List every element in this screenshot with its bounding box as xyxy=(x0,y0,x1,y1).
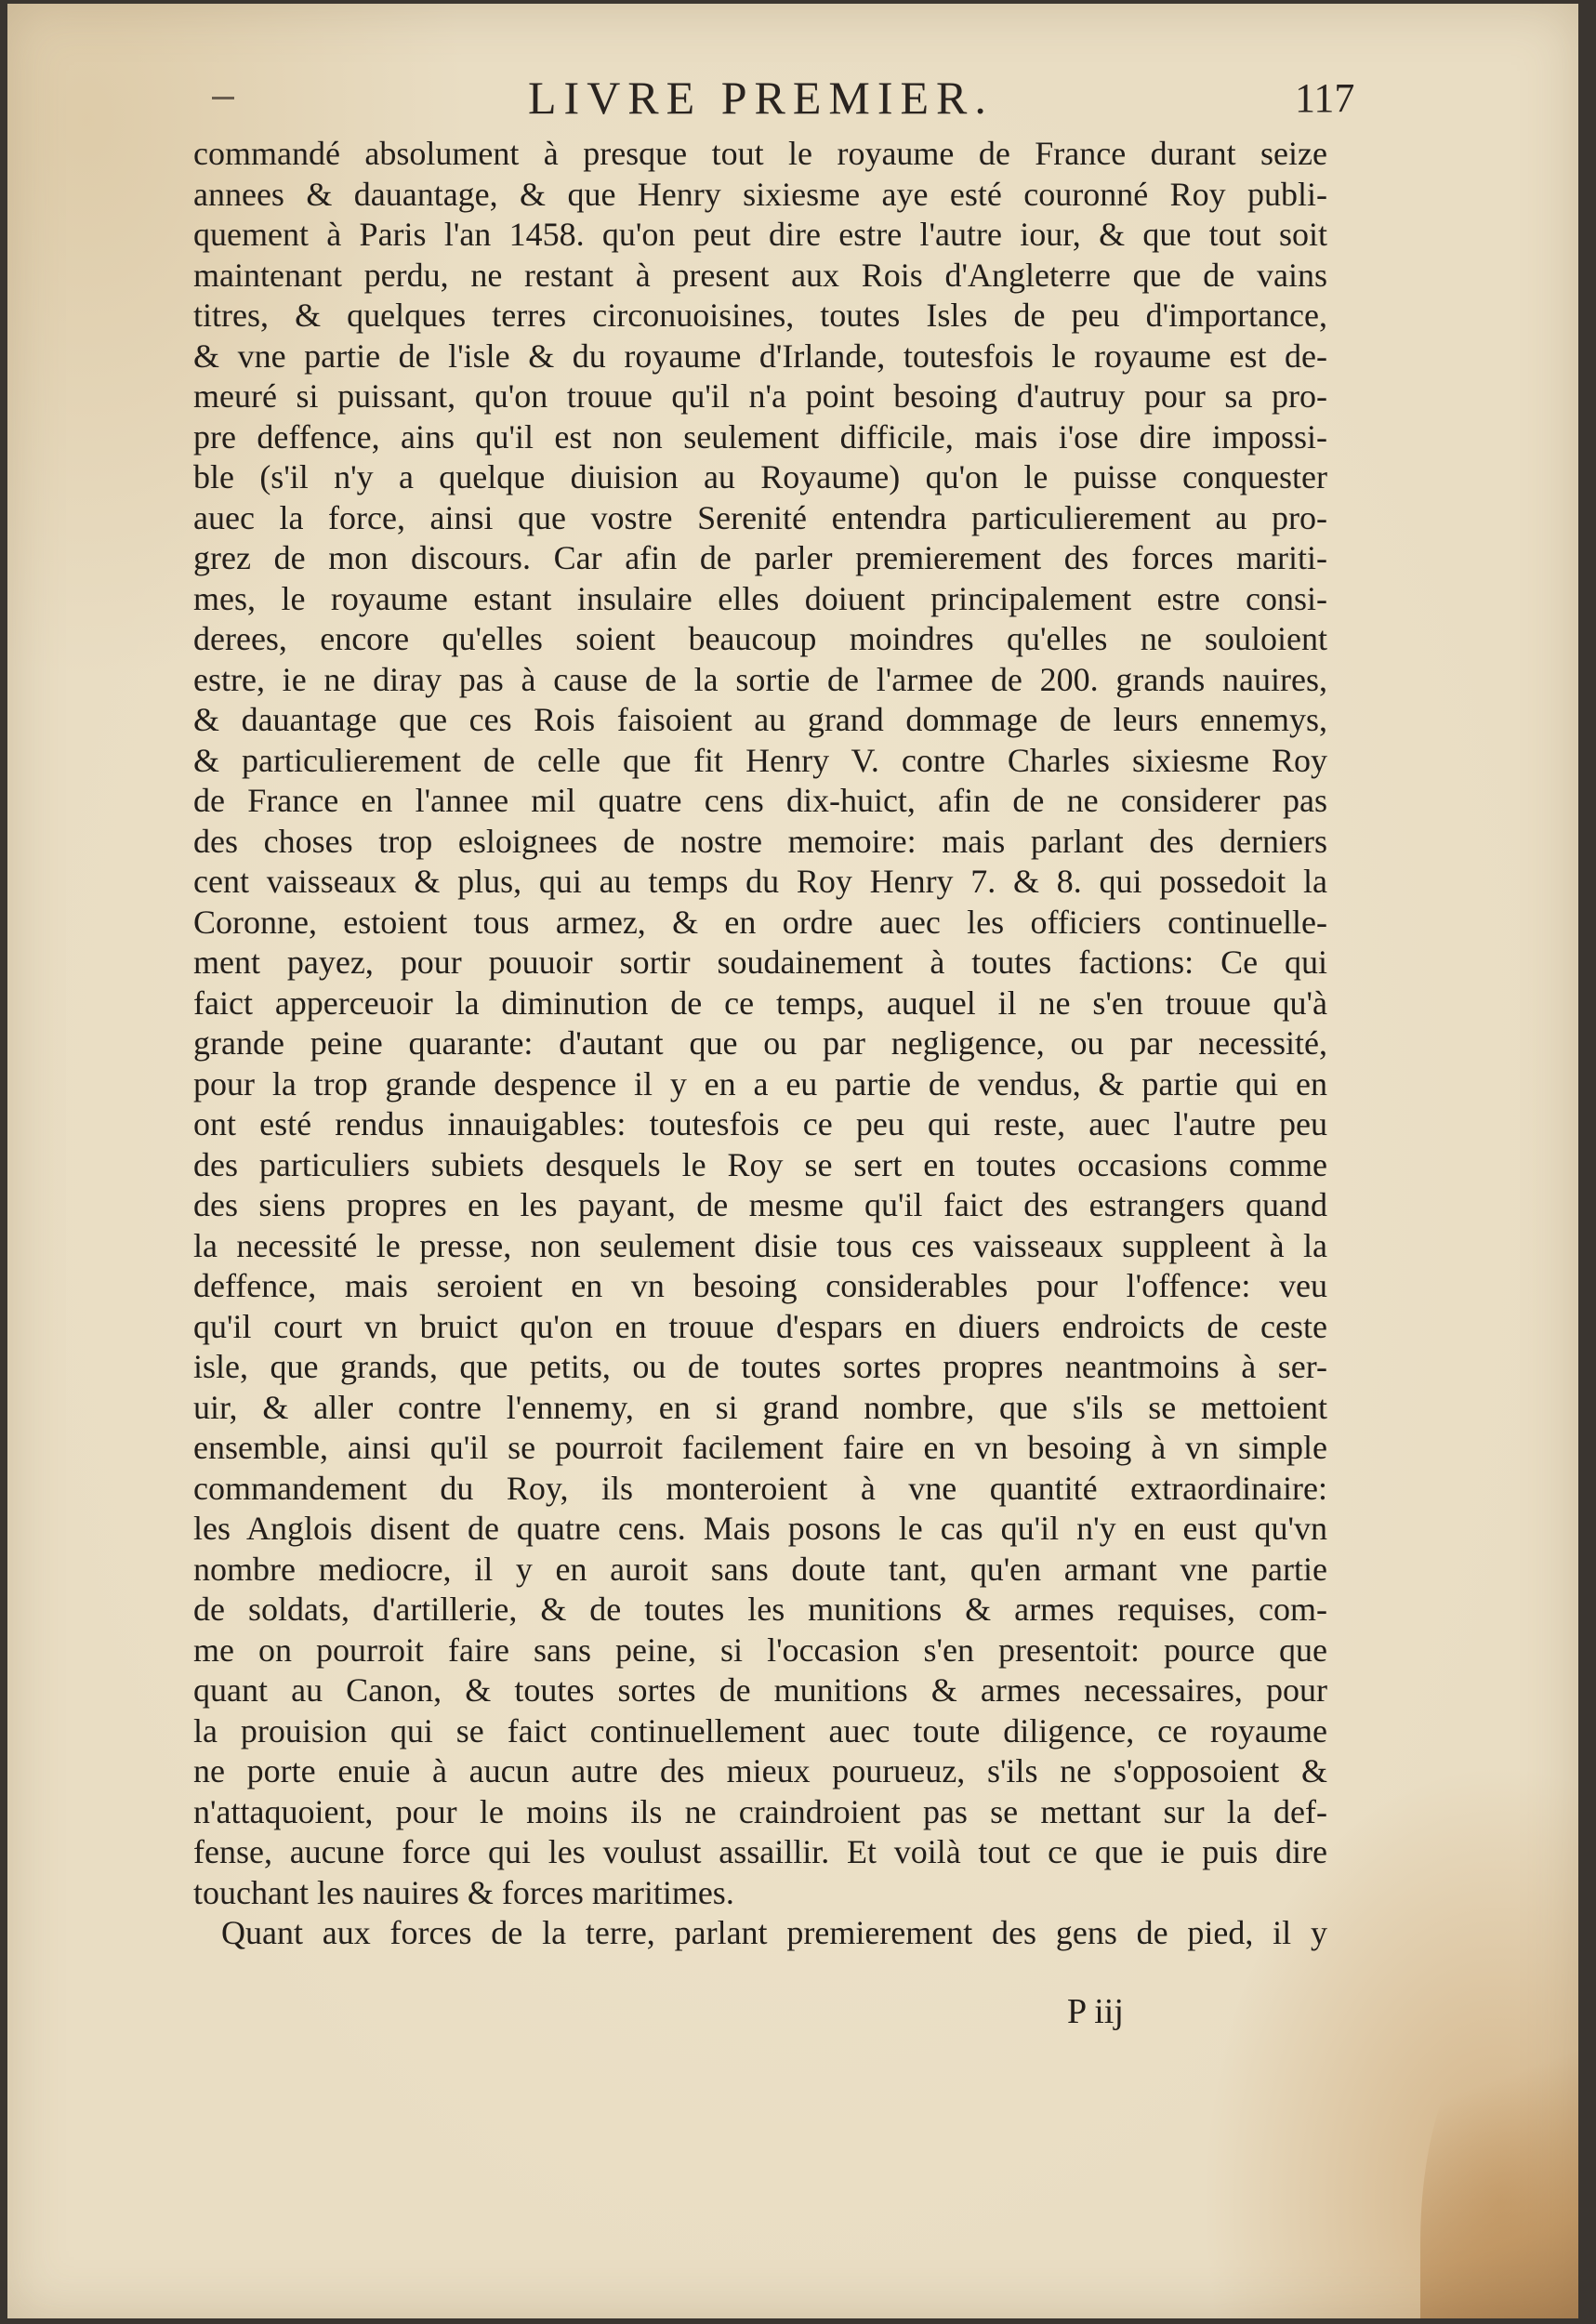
text-line: pre deffence, ains qu'il est non seulement difficile, mais i'ose dire impossi- xyxy=(193,417,1327,456)
text-line: estre, ie ne diray pas à cause de la sortie de l'armee de 200. grands nauires, xyxy=(193,660,1327,698)
text-line: la necessité le presse, non seulement disie tous ces vaisseaux suppleent à la xyxy=(193,1226,1327,1264)
text-line: des siens propres en les payant, de mesme qu'il faict des estrangers quand xyxy=(193,1186,1327,1223)
text-line: uir, & aller contre l'ennemy, en si grand nombre, que s'ils se mettoient xyxy=(193,1388,1327,1426)
text-line: derees, encore qu'elles soient beaucoup moindres qu'elles ne souloient xyxy=(193,620,1327,657)
text-line: maintenant perdu, ne restant à present aux Rois d'Angleterre que de vains xyxy=(193,256,1327,294)
text-line: qu'il court vn bruict qu'on en trouue d'espars en diuers endroicts de ceste xyxy=(193,1307,1327,1345)
text-line: commandé absolument à presque tout le royaume de France durant seize xyxy=(193,135,1327,172)
page-header xyxy=(7,71,1578,136)
running-head: LIVRE PREMIER. xyxy=(528,72,994,124)
text-line: annees & dauantage, & que Henry sixiesme aye esté couronné Roy publi- xyxy=(193,175,1327,213)
text-line: ne porte enuie à aucun autre des mieux pourueuz, s'ils ne s'opposoient & xyxy=(193,1752,1327,1789)
text-line: & particulierement de celle que fit Henry V. contre Charles sixiesme Roy xyxy=(193,741,1327,779)
text-line: ont esté rendus innauigables: toutesfois ce peu qui reste, auec l'autre peu xyxy=(193,1105,1327,1142)
text-line: grez de mon discours. Car afin de parler premierement des forces mariti- xyxy=(193,539,1327,576)
text-line: titres, & quelques terres circonuoisines, toutes Isles de peu d'importance, xyxy=(193,297,1327,334)
text-line: ment payez, pour pouuoir sortir soudainement à toutes factions: Ce qui xyxy=(193,944,1327,981)
text-line: & dauantage que ces Rois faisoient au grand dommage de leurs ennemys, xyxy=(193,701,1327,738)
text-line: deffence, mais seroient en vn besoing considerables pour l'offence: veu xyxy=(193,1267,1327,1304)
text-line: fense, aucune force qui les voulust assaillir. Et voilà tout ce que ie puis dire xyxy=(193,1833,1327,1870)
text-line: faict apperceuoir la diminution de ce temps, auquel il ne s'en trouue qu'à xyxy=(193,984,1327,1022)
text-line: de France en l'annee mil quatre cens dix-huict, afin de ne considerer pas xyxy=(193,782,1327,819)
page-number: 117 xyxy=(1295,75,1355,121)
header-ornament xyxy=(212,97,234,99)
text-line: quant au Canon, & toutes sortes de munitions & armes necessaires, pour xyxy=(193,1671,1327,1709)
text-line: me on pourroit faire sans peine, si l'occasion s'en presentoit: pource que xyxy=(193,1631,1327,1669)
text-line: cent vaisseaux & plus, qui au temps du Roy Henry 7. & 8. qui possedoit la xyxy=(193,863,1327,900)
text-line: touchant les nauires & forces maritimes. xyxy=(193,1873,734,1911)
text-line: la prouision qui se faict continuellement auec toute diligence, ce royaume xyxy=(193,1711,1327,1750)
body-text xyxy=(193,134,1327,1954)
text-line: isle, que grands, que petits, ou de toutes sortes propres neantmoins à ser- xyxy=(193,1348,1327,1385)
text-line: n'attaquoient, pour le moins ils ne craindroient pas se mettant sur la def- xyxy=(193,1792,1327,1830)
text-line: quement à Paris l'an 1458. qu'on peut dire estre l'autre iour, & que tout soit xyxy=(193,216,1327,253)
text-line: les Anglois disent de quatre cens. Mais posons le cas qu'il n'y en eust qu'vn xyxy=(193,1510,1327,1547)
text-line: des choses trop esloignees de nostre memoire: mais parlant des derniers xyxy=(193,822,1327,860)
text-line: ble (s'il n'y a quelque diuision au Royaume) qu'on le puisse conquester xyxy=(193,458,1327,495)
text-line: & vne partie de l'isle & du royaume d'Irlande, toutesfois le royaume est de- xyxy=(193,337,1327,375)
signature-mark: P iij xyxy=(1067,1992,1124,2031)
text-line: meuré si puissant, qu'on trouue qu'il n'a point besoing d'autruy pour sa pro- xyxy=(193,377,1327,415)
text-line: pour la trop grande despence il y en a eu partie de vendus, & partie qui en xyxy=(193,1064,1327,1103)
text-line: auec la force, ainsi que vostre Serenité entendra particulierement au pro- xyxy=(193,498,1327,536)
text-line: ensemble, ainsi qu'il se pourroit facilement faire en vn besoing à vn simple xyxy=(193,1429,1327,1466)
paragraph-start-line: Quant aux forces de la terre, parlant premierement des gens de pied, il y xyxy=(221,1914,1327,1951)
text-line: commandement du Roy, ils monteroient à vne quantité extraordinaire: xyxy=(193,1469,1327,1507)
text-line: de soldats, d'artillerie, & de toutes les munitions & armes requises, com- xyxy=(193,1591,1327,1628)
page-stain xyxy=(1420,2040,1578,2318)
text-line: nombre mediocre, il y en auroit sans doute tant, qu'en armant vne partie xyxy=(193,1550,1327,1588)
text-line: mes, le royaume estant insulaire elles doiuent principalement estre consi- xyxy=(193,579,1327,617)
text-line: grande peine quarante: d'autant que ou par negligence, ou par necessité, xyxy=(193,1024,1327,1062)
text-line: des particuliers subiets desquels le Roy se sert en toutes occasions comme xyxy=(193,1145,1327,1183)
book-page xyxy=(7,4,1578,2318)
text-line: Coronne, estoient tous armez, & en ordre auec les officiers continuelle- xyxy=(193,903,1327,941)
